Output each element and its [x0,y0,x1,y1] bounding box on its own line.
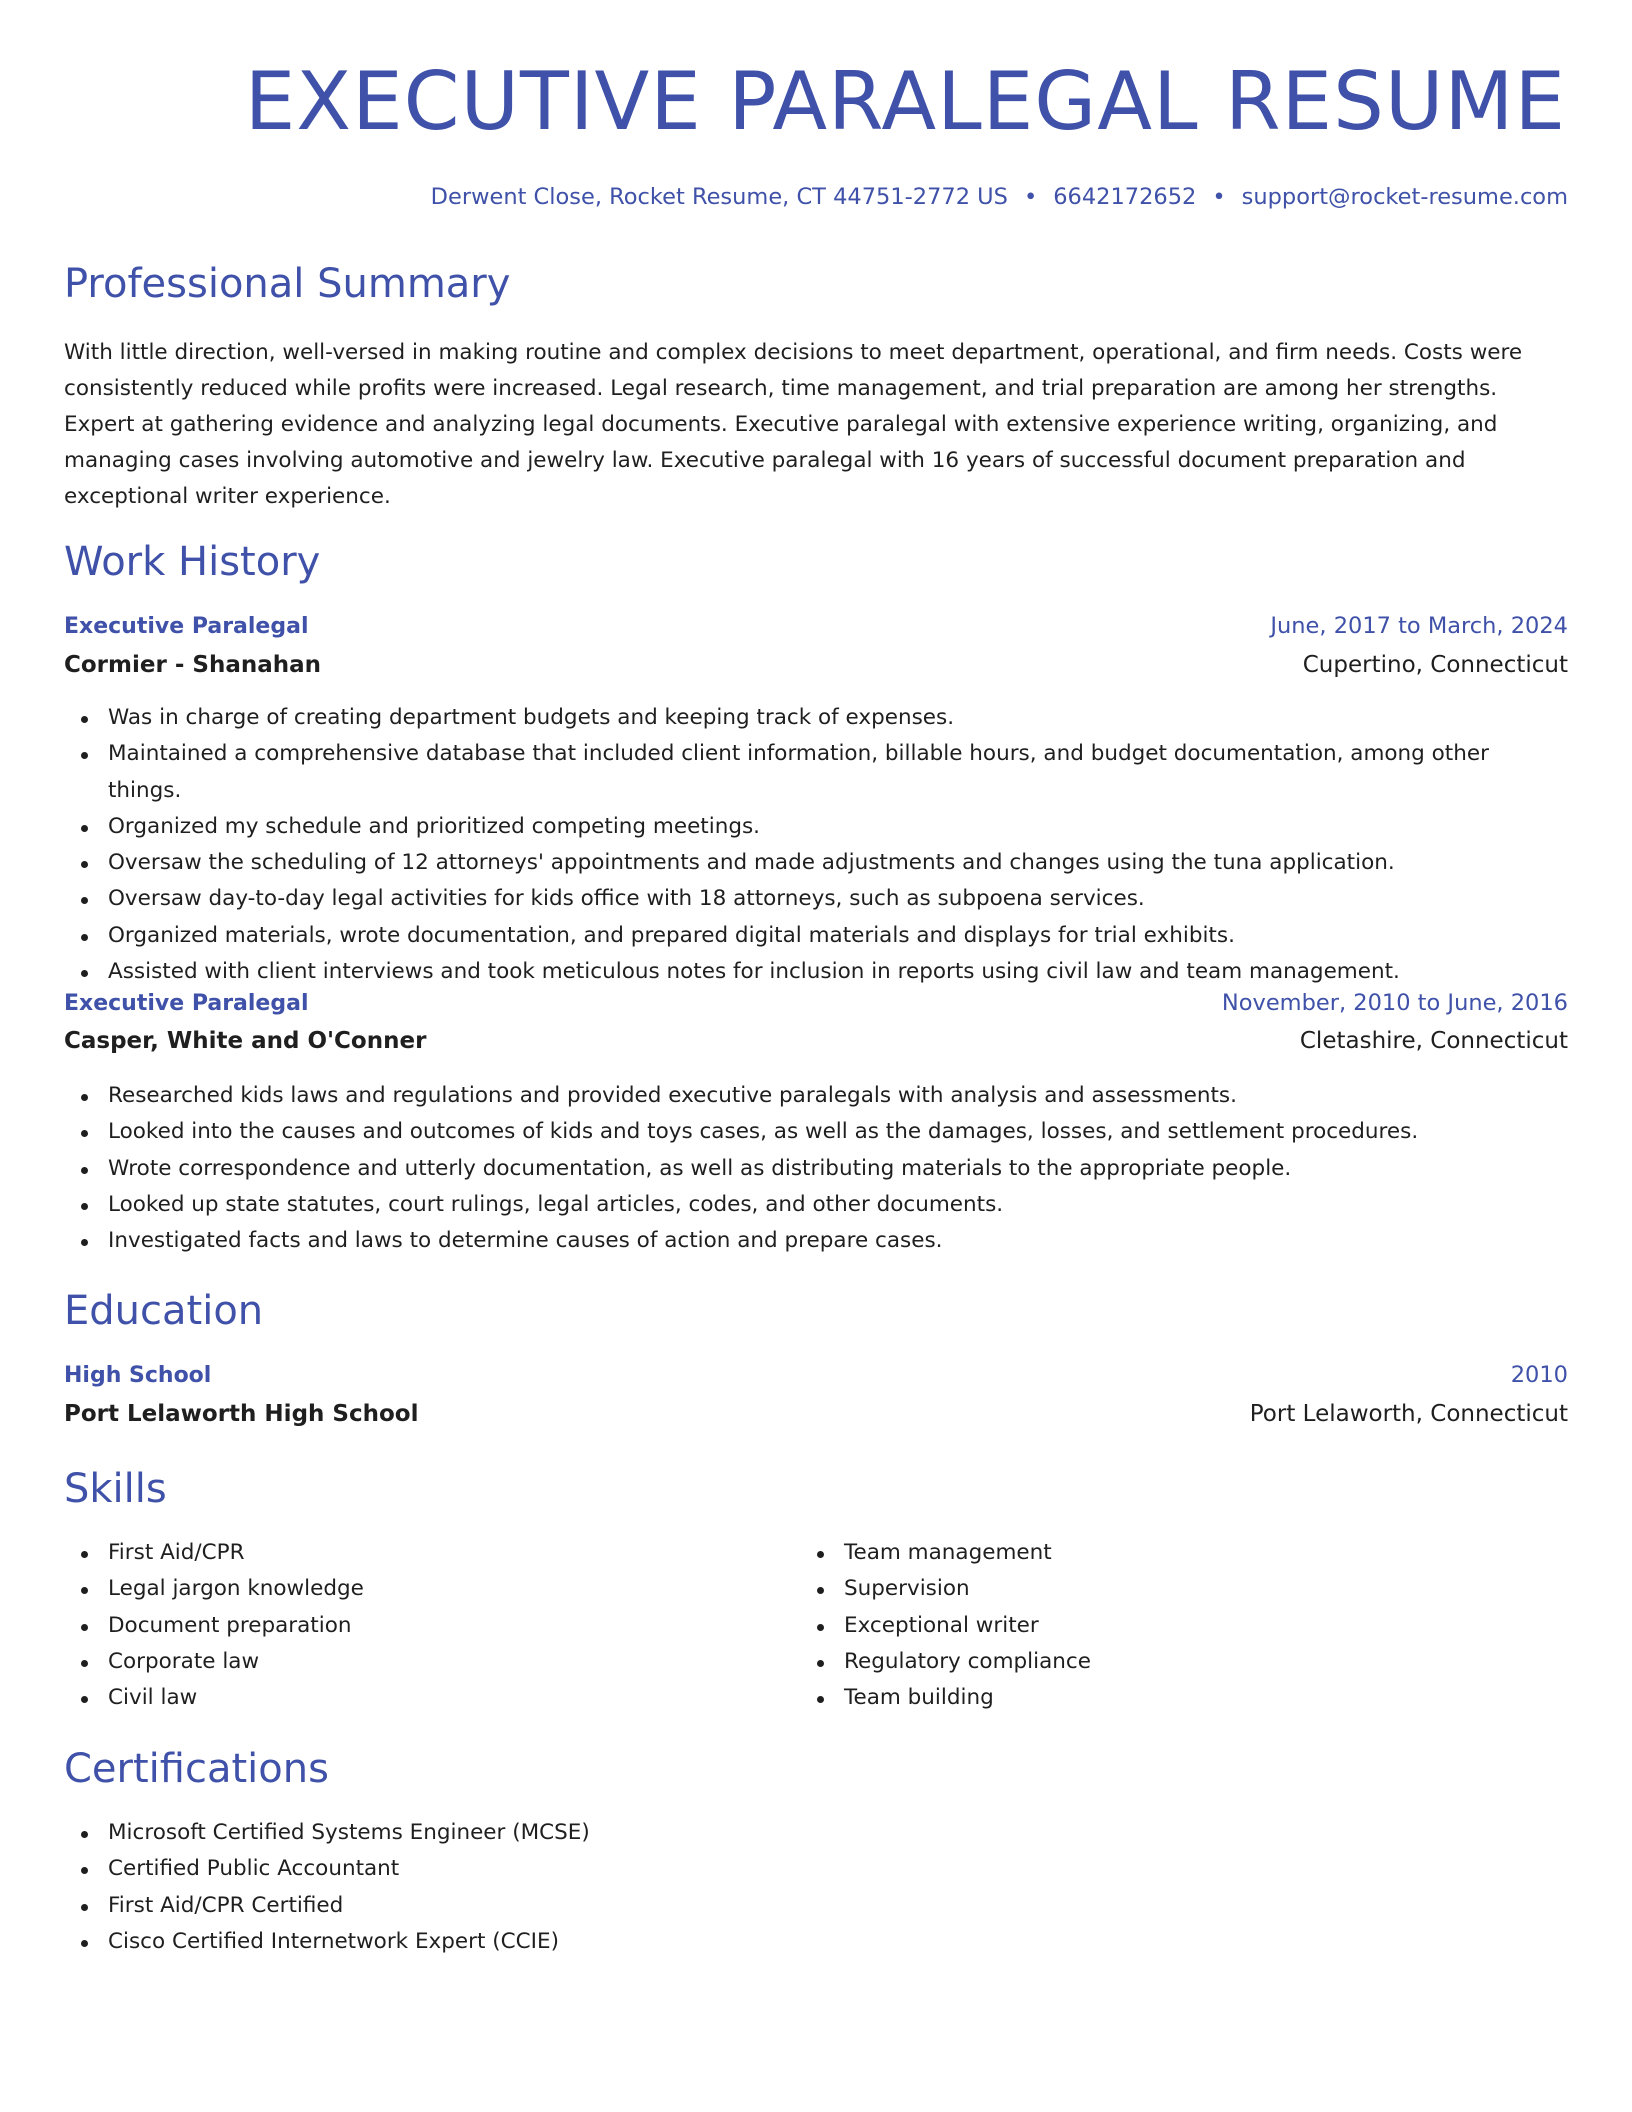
section-title-education: Education [64,1288,264,1334]
skill-item: Supervision [844,1571,1544,1607]
job-title: Executive Paralegal [64,991,309,1016]
list-item: Assisted with client interviews and took meticulous notes for inclusion in reports using civil law and team management. [108,954,1568,990]
job-location: Cupertino, Connecticut [1302,652,1568,678]
list-item: Organized materials, wrote documentation, and prepared digital materials and displays for trial exhibits. [108,918,1568,954]
education-subheader [64,1397,1568,1431]
contact-phone: 6642172652 [1053,184,1197,210]
skill-item: Legal jargon knowledge [108,1571,798,1607]
job-dates: November, 2010 to June, 2016 [1221,990,1568,1016]
skill-item: Civil law [108,1680,798,1716]
list-item: Looked into the causes and outcomes of kids and toys cases, as well as the damages, losses, and settlement procedures. [108,1114,1568,1150]
certification-item: Cisco Certified Internetwork Expert (CCIE) [108,1924,1108,1960]
job-header [64,986,1568,1021]
list-item: Oversaw the scheduling of 12 attorneys' appointments and made adjustments and changes using the tuna application. [108,845,1568,881]
education-school: Port Lelaworth High School [64,1401,419,1427]
education-degree: High School [64,1363,212,1388]
job-header [64,609,1568,644]
job-title: Executive Paralegal [64,614,309,639]
skill-item: Exceptional writer [844,1608,1544,1644]
job-location: Cletashire, Connecticut [1299,1028,1568,1054]
contact-separator: • [1023,184,1038,210]
skills-list-left [64,1535,798,1716]
job-company: Casper, White and O'Conner [64,1028,427,1054]
contact-separator: • [1212,184,1226,210]
skill-item: Regulatory compliance [844,1644,1544,1680]
summary-text: With little direction, well-versed in making routine and complex decisions to meet department, operational, and firm needs. Costs were consistently reduced while profits were increased. Legal research, time management, and trial preparation are among her strengths. Expert at gathering evidence and analyzing legal documents. Executive paralegal with extensive experience writing, organizing, and managing cases involving automotive and jewelry law. Executive paralegal with 16 years of successful document preparation and exceptional writer experience. [64,340,1523,509]
certification-item: First Aid/CPR Certified [108,1888,1108,1924]
skill-item: Team building [844,1680,1544,1716]
resume-title: EXECUTIVE PARALEGAL RESUME [244,55,1566,148]
list-item: Was in charge of creating department budgets and keeping track of expenses. [108,700,1568,736]
contact-email[interactable]: support@rocket-resume.com [1241,184,1568,210]
job-bullets [64,700,1568,990]
education-header [64,1358,1568,1393]
skill-item: Document preparation [108,1608,798,1644]
section-title-certifications: Certifications [64,1746,329,1792]
section-title-summary: Professional Summary [64,261,511,307]
job-dates: June, 2017 to March, 2024 [1270,613,1568,639]
list-item: Researched kids laws and regulations and provided executive paralegals with analysis and assessments. [108,1078,1568,1114]
list-item: Oversaw day-to-day legal activities for kids office with 18 attorneys, such as subpoena services. [108,881,1568,917]
contact-line [431,180,1568,214]
list-item: Investigated facts and laws to determine causes of action and prepare cases. [108,1223,1568,1259]
section-title-skills: Skills [64,1466,167,1512]
list-item: Looked up state statutes, court rulings, legal articles, codes, and other documents. [108,1187,1568,1223]
list-item: Organized my schedule and prioritized competing meetings. [108,809,1568,845]
skills-list-right [800,1535,1544,1716]
skill-item: First Aid/CPR [108,1535,798,1571]
skill-item: Team management [844,1535,1544,1571]
education-year: 2010 [1510,1362,1568,1388]
job-subheader [64,648,1568,682]
list-item: Wrote correspondence and utterly documentation, as well as distributing materials to the appropriate people. [108,1151,1568,1187]
list-item: Maintained a comprehensive database that included client information, billable hours, and budget documentation, among other things. [108,736,1568,809]
skill-item: Corporate law [108,1644,798,1680]
job-subheader [64,1024,1568,1058]
section-title-work-history: Work History [64,539,321,585]
certification-item: Certified Public Accountant [108,1851,1108,1887]
education-location: Port Lelaworth, Connecticut [1249,1401,1568,1427]
certification-item: Microsoft Certified Systems Engineer (MCSE) [108,1815,1108,1851]
job-company: Cormier - Shanahan [64,652,321,678]
contact-address: Derwent Close, Rocket Resume, CT 44751-2772 US [430,184,1008,210]
certifications-list [64,1815,1108,1960]
job-bullets [64,1078,1568,1259]
